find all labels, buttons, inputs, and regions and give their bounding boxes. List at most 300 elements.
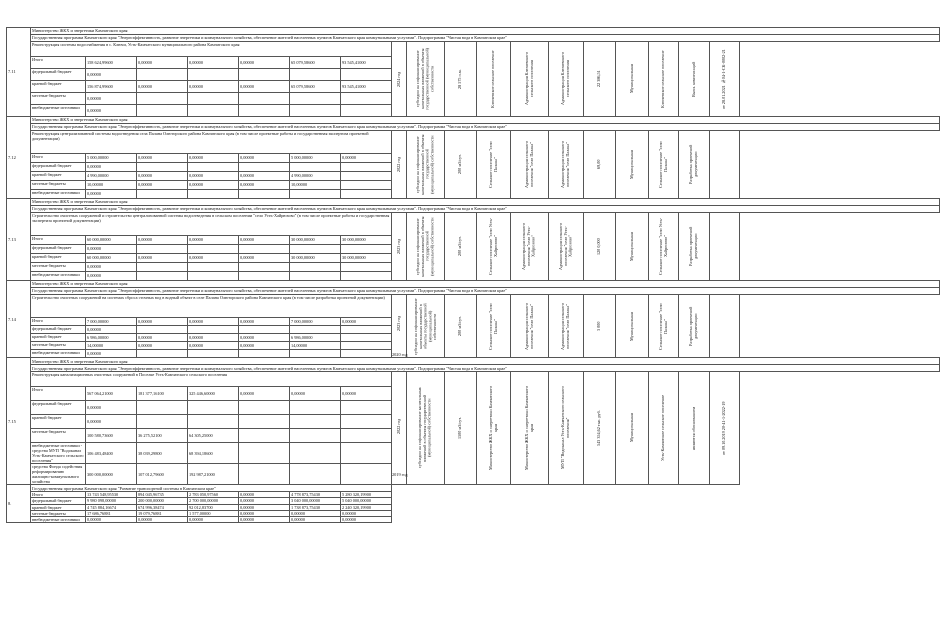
financing-value: 0,00000: [137, 517, 188, 523]
financing-value: [188, 263, 239, 272]
project-customer-text: Администрация сельского поселения "село Палана": [523, 302, 534, 350]
project-holder: [649, 131, 679, 199]
project-date: [710, 295, 740, 358]
financing-value: 65 079,58600: [290, 81, 341, 93]
project-ownership: [616, 295, 649, 358]
financing-value: [290, 69, 341, 81]
financing-value: [290, 326, 341, 334]
financing-value: [239, 326, 290, 334]
financing-value: [188, 163, 239, 172]
investment-program-document: [6, 27, 900, 523]
financing-value: 10,00000: [86, 181, 137, 190]
financing-value: 17 686,76881: [86, 510, 137, 516]
project-program-row: [7, 206, 940, 213]
project-year2: 2019 год: [392, 471, 408, 477]
project-municipality-text: Сельское поселение "село Усть-Хайрюзово": [487, 217, 498, 276]
financing-source-label: краевой бюджет: [31, 254, 86, 263]
financing-value: [137, 93, 188, 105]
ministry-name: Министерство ЖКХ и энергетики Камчатского края: [31, 281, 940, 288]
program-name: Государственная программа Камчатского края "Энергоэффективность, развитие энергетики и коммунального хозяйства, обеспечение жителей населенных пунктов Камчатского края коммунальными услугами". Подпрограмма "Чистая вода в Камчатском крае": [31, 365, 940, 372]
financing-source-label: местные бюджеты: [31, 342, 86, 350]
project-customer-text: Администрация сельского поселения "село Палана": [523, 141, 534, 188]
financing-value: 4 778 873,75430: [290, 492, 341, 498]
financing-value: [290, 350, 341, 358]
project-cost-text: 22 386,51: [596, 70, 602, 88]
financing-source-label: Итого: [31, 387, 86, 401]
project-municipality-text: Ключевское сельское поселение: [490, 50, 496, 108]
financing-value: 9 980 098,00000: [86, 498, 137, 504]
project-holder-text: Сельское поселение "село Палана": [657, 302, 668, 350]
financing-value: 0,00000: [239, 387, 290, 401]
project-holder: [649, 295, 679, 358]
financing-value: 0,00000: [239, 172, 290, 181]
financing-value: 5 280 320,19900: [341, 492, 392, 498]
financing-value: 64 305,25000: [188, 429, 239, 443]
project-builder-text: Администрация сельского поселения "село Палана": [560, 302, 570, 350]
financing-value: 0,00000: [86, 401, 137, 415]
financing-value: 0,00000: [137, 254, 188, 263]
financing-value: 0,00000: [86, 415, 137, 429]
project-year2: 2020 год: [392, 352, 408, 357]
financing-value: 36 275,52100: [137, 429, 188, 443]
financing-value: 0,00000: [239, 504, 290, 510]
financing-value: [188, 190, 239, 199]
financing-value: 13 743 548,95530: [86, 492, 137, 498]
financing-value: 93 545,41000: [341, 81, 392, 93]
financing-value: 60 000,00000: [86, 254, 137, 263]
financing-value: [290, 190, 341, 199]
project-date: [710, 372, 740, 485]
ministry-name: Министерство ЖКХ и энергетики Камчатского края: [31, 358, 940, 365]
financing-value: [290, 415, 341, 429]
project-holder: [649, 213, 679, 281]
financing-value: 158 624,99600: [86, 57, 137, 69]
financing-value: 93 545,41000: [341, 57, 392, 69]
financing-value: 674 996,38474: [137, 504, 188, 510]
financing-value: 0,00000: [188, 254, 239, 263]
financing-value: 1 577,00000: [188, 510, 239, 516]
project-builder: [549, 295, 584, 358]
financing-value: [137, 401, 188, 415]
financing-value: 0,00000: [86, 272, 137, 281]
financing-source-label: Итого: [31, 57, 86, 69]
financing-value: 0,00000: [239, 81, 290, 93]
project-customer-text: Министерство ЖКХ и энергетики Камчатского края: [523, 386, 534, 471]
financing-value: [341, 93, 392, 105]
financing-value: [341, 245, 392, 254]
financing-value: [188, 415, 239, 429]
project-capacity-text: 200 м3/сут.: [457, 316, 463, 336]
financing-value: [239, 105, 290, 117]
project-ministry-row: [7, 281, 940, 288]
financing-value: 0,00000: [188, 517, 239, 523]
financing-value: 0,00000: [239, 236, 290, 245]
financing-source-label: средства Фонда содействия реформированию жилищно-коммунального хозяйства: [31, 464, 86, 485]
project-goal-text: субсидии на софинансирование капитальных вложений в объекты государственной (муниципальной) собственности: [412, 297, 437, 355]
project-capacity-text: 200 м3/сут.: [457, 154, 463, 175]
program-name: Государственная программа Камчатского края "Энергоэффективность, развитие энергетики и коммунального хозяйства, обеспечение жителей населенных пунктов Камчатского края коммунальными услугами". Подпрограмма "Чистая вода в Камчатском крае": [31, 124, 940, 131]
project-year: [392, 295, 407, 358]
financing-value: [239, 429, 290, 443]
project-customer: [511, 42, 549, 117]
financing-value: [137, 69, 188, 81]
financing-value: [239, 350, 290, 358]
project-year-text: 2022 год: [395, 418, 401, 434]
financing-source-label: внебюджетные источники: [31, 517, 86, 523]
financing-value: 0,00000: [86, 245, 137, 254]
financing-value: [188, 245, 239, 254]
project-ministry-row: [7, 117, 940, 124]
financing-value: 0,00000: [239, 334, 290, 342]
financing-value: [188, 326, 239, 334]
financing-value: [137, 263, 188, 272]
financing-value: 14,00000: [290, 342, 341, 350]
financing-value: [341, 443, 392, 464]
financing-value: [188, 105, 239, 117]
financing-value: 0,00000: [137, 236, 188, 245]
financing-source-label: федеральный бюджет: [31, 245, 86, 254]
financing-value: 0,00000: [188, 172, 239, 181]
ministry-name: Министерство ЖКХ и энергетики Камчатского края: [31, 199, 940, 206]
project-ownership-text: Муниципальная: [628, 232, 634, 261]
financing-value: 0,00000: [188, 236, 239, 245]
financing-value: [188, 69, 239, 81]
project-capacity-text: 1500 м3/сут.: [457, 417, 463, 440]
financing-value: [341, 181, 392, 190]
financing-value: 0,00000: [86, 263, 137, 272]
financing-value: [341, 415, 392, 429]
ministry-name: Министерство ЖКХ и энергетики Камчатского края: [31, 28, 940, 35]
financing-value: 0,00000: [188, 318, 239, 326]
project-goal: [407, 213, 445, 281]
project-goal: [407, 42, 445, 117]
project-capacity: [445, 42, 477, 117]
financing-value: 0,00000: [137, 181, 188, 190]
financing-source-label: местные бюджеты: [31, 429, 86, 443]
project-number: 7.12: [7, 117, 31, 199]
financing-source-label: краевой бюджет: [31, 81, 86, 93]
project-customer-text: Администрация сельского поселения "село Усть-Хайрюзово": [521, 223, 536, 270]
financing-value: [239, 443, 290, 464]
financing-source-label: местные бюджеты: [31, 181, 86, 190]
project-date: [710, 42, 740, 117]
project-ownership-text: Муниципальная: [628, 311, 634, 341]
project-description-row: [7, 213, 940, 236]
financing-source-label: федеральный бюджет: [31, 401, 86, 415]
project-ministry-row: [7, 358, 940, 365]
financing-value: 0,00000: [290, 510, 341, 516]
financing-value: 100 580,73600: [86, 429, 137, 443]
project-capacity: [445, 213, 477, 281]
financing-value: [188, 272, 239, 281]
financing-value: 14,00000: [86, 342, 137, 350]
project-cost: [584, 213, 616, 281]
project-number: 7.14: [7, 281, 31, 358]
financing-value: [341, 172, 392, 181]
financing-value: 10,00000: [290, 181, 341, 190]
project-description: Строительство очистных сооружений и строительство централизованной системы водоотведения в сельском поселении "село Усть-Хайрюзово" (в том числе проектные работы и государственная экспертиза проектной документации): [31, 213, 392, 236]
financing-value: 0,00000: [137, 81, 188, 93]
financing-value: [341, 429, 392, 443]
project-year: [392, 372, 407, 485]
project-cost: [584, 42, 616, 117]
project-holder-text: Сельское поселение "село Усть-Хайрюзово": [657, 217, 668, 276]
financing-source-label: Итого: [31, 492, 86, 498]
financing-value: [137, 350, 188, 358]
program-name: Государственная программа Камчатского края "Энергоэффективность, развитие энергетики и коммунального хозяйства, обеспечение жителей населенных пунктов Камчатского края коммунальными услугами". Подпрограмма "Чистая вода в Камчатском крае": [31, 288, 940, 295]
financing-value: 2 783 050,97560: [188, 492, 239, 498]
financing-value: 0,00000: [341, 510, 392, 516]
financing-source-label: федеральный бюджет: [31, 163, 86, 172]
project-holder: [649, 372, 679, 485]
financing-value: 0,00000: [239, 154, 290, 163]
project-municipality: [477, 372, 511, 485]
financing-value: [188, 350, 239, 358]
project-goal-text: субсидии на софинансирование капитальных вложений в объекты государственной (муниципальной) собственности: [417, 387, 432, 469]
project-grounds: [679, 42, 710, 117]
financing-value: 300 000,00000: [86, 464, 137, 485]
program-name: Государственная программа Камчатского края "Энергоэффективность, развитие энергетики и коммунального хозяйства, обеспечение жителей населенных пунктов Камчатского края коммунальными услугами". Подпрограмма "Чистая вода в Камчатском крае": [31, 35, 940, 42]
project-ownership: [616, 213, 649, 281]
financing-value: [290, 464, 341, 485]
financing-value: [137, 415, 188, 429]
financing-value: [239, 245, 290, 254]
project-cost-text: 543 354,62 тыс. руб.: [596, 410, 602, 447]
project-grounds-text: Разработка проектной документации: [688, 306, 698, 346]
project-goal: [407, 131, 445, 199]
financing-value: 4 990,00000: [86, 172, 137, 181]
financing-value: 0,00000: [137, 334, 188, 342]
financing-value: 0,00000: [239, 510, 290, 516]
financing-source-label: местные бюджеты: [31, 510, 86, 516]
project-grounds: [679, 295, 710, 358]
project-ministry-row: [7, 28, 940, 35]
project-builder: [549, 372, 584, 485]
project-customer: [511, 295, 549, 358]
financing-value: [341, 163, 392, 172]
financing-source-label: местные бюджеты: [31, 263, 86, 272]
financing-value: 4 990,00000: [290, 172, 341, 181]
financing-source-label: Итого: [31, 236, 86, 245]
project-customer-text: Администрация Ключевского сельского поселения: [523, 52, 534, 106]
financing-value: 2 700 000,00000: [188, 498, 239, 504]
financing-value: 0,00000: [341, 154, 392, 163]
financing-value: [290, 105, 341, 117]
financing-value: 3 040 000,00000: [290, 498, 341, 504]
project-date: [710, 213, 740, 281]
financing-value: [290, 245, 341, 254]
project-year: [392, 213, 407, 281]
project-builder-text: Администрация сельского поселения "село Палана": [560, 141, 570, 188]
financing-value: 0,00000: [137, 318, 188, 326]
financing-value: 0,00000: [188, 154, 239, 163]
financing-value: 0,00000: [341, 517, 392, 523]
project-grounds: [679, 213, 710, 281]
project-holder-text: Сельское поселение "село Палана": [657, 141, 668, 188]
financing-value: 6 986,00000: [86, 334, 137, 342]
project-goal-text: субсидии на софинансирование капитальных вложений в объекты государственной (муниципальной) собственности: [414, 47, 435, 111]
project-capacity: [445, 372, 477, 485]
financing-value: [239, 272, 290, 281]
financing-value: [341, 69, 392, 81]
financing-value: 106 483,48400: [86, 443, 137, 464]
project-description-row: [7, 295, 940, 318]
project-grounds-text: Разработка проектной документации: [688, 226, 698, 267]
project-grounds-text: Выпл. компенсаций: [690, 61, 696, 97]
financing-value: 0,00000: [188, 81, 239, 93]
financing-value: 6 986,00000: [290, 334, 341, 342]
financing-source-label: федеральный бюджет: [31, 498, 86, 504]
financing-value: [239, 464, 290, 485]
project-capacity-text: 28 575 п.м.: [457, 69, 463, 89]
project-description: Строительство очистных сооружений на системах сброса сточных вод в водный объект в селе Палана Олюторского района Камчатского края (в том числе разработка проектной документации): [31, 295, 392, 318]
financing-source-label: внебюджетные источники: [31, 190, 86, 199]
financing-value: 0,00000: [239, 498, 290, 504]
project-description-row: [7, 131, 940, 154]
project-holder-text: Ключевское сельское поселение: [660, 50, 666, 108]
financing-value: 0,00000: [239, 342, 290, 350]
financing-value: 0,00000: [239, 181, 290, 190]
financing-value: [239, 93, 290, 105]
financing-value: 894 045,96735: [137, 492, 188, 498]
project-municipality: [477, 42, 511, 117]
financing-source-label: федеральный бюджет: [31, 69, 86, 81]
financing-value: 7 000,00000: [290, 318, 341, 326]
financing-value: 192 987,21000: [188, 464, 239, 485]
project-description-row: [7, 372, 940, 387]
project-program-row: [7, 365, 940, 372]
financing-source-label: Итого: [31, 318, 86, 326]
project-ownership: [616, 131, 649, 199]
project-builder: [549, 131, 584, 199]
project-capacity: [445, 131, 477, 199]
financing-value: [239, 263, 290, 272]
financing-value: 68 394,18600: [188, 443, 239, 464]
project-description: Реконструкция канализационных очистных сооружений в Поселке Усть-Камчатского сельского поселения: [31, 372, 392, 387]
financing-value: 5 000,00000: [86, 154, 137, 163]
financing-value: 0,00000: [86, 190, 137, 199]
project-municipality-text: Сельское поселение "село Палана": [487, 302, 498, 350]
financing-value: [341, 464, 392, 485]
project-grounds: [679, 131, 710, 199]
financing-source-label: краевой бюджет: [31, 415, 86, 429]
program8-title: Государственная программа Камчатского края "Развитие транспортной системы в Камчатском крае": [31, 485, 392, 492]
project-ownership: [616, 42, 649, 117]
financing-value: 0,00000: [86, 326, 137, 334]
project-grounds-text: являются обоснованием: [690, 406, 696, 450]
financing-source-label: внебюджетные источники: [31, 350, 86, 358]
financing-value: 0,00000: [341, 318, 392, 326]
financing-value: 7 000,00000: [86, 318, 137, 326]
financing-source-label: федеральный бюджет: [31, 326, 86, 334]
financing-value: 0,00000: [86, 517, 137, 523]
financing-value: 0,00000: [137, 57, 188, 69]
financing-value: 65 079,58600: [290, 57, 341, 69]
financing-value: [137, 272, 188, 281]
project-goal: [407, 372, 445, 485]
project-builder-text: Администрация сельского поселения "село Усть-Хайрюзово": [557, 223, 573, 270]
program-name: Государственная программа Камчатского края "Энергоэффективность, развитие энергетики и коммунального хозяйства, обеспечение жителей населенных пунктов Камчатского края коммунальными услугами". Подпрограмма "Чистая вода в Камчатском крае": [31, 206, 940, 213]
financing-value: 1 738 873,75430: [290, 504, 341, 510]
project-municipality-text: Сельское поселение "село Палана": [487, 141, 498, 188]
financing-value: [239, 163, 290, 172]
financing-value: 0,00000: [239, 492, 290, 498]
program8-title-row: [7, 485, 940, 492]
financing-value: 0,00000: [137, 154, 188, 163]
financing-value: 5 000,00000: [290, 154, 341, 163]
project-capacity: [445, 295, 477, 358]
financing-value: [290, 93, 341, 105]
financing-value: [239, 69, 290, 81]
financing-value: 0,00000: [239, 318, 290, 326]
project-year-text: 2024 год: [395, 71, 401, 87]
project-builder: [549, 42, 584, 117]
financing-value: 30 000,00000: [341, 254, 392, 263]
project-ownership-text: Муниципальная: [628, 150, 634, 179]
financing-value: [341, 105, 392, 117]
financing-value: 60 000,00000: [86, 236, 137, 245]
project-year: [392, 42, 407, 117]
project-year-text: 2023 год: [395, 315, 401, 332]
financing-value: 567 064,21000: [86, 387, 137, 401]
financing-value: 0,00000: [86, 350, 137, 358]
project-cost: [584, 295, 616, 358]
financing-value: [341, 334, 392, 342]
financing-value: 0,00000: [86, 93, 137, 105]
financing-value: 0,00000: [341, 387, 392, 401]
project-grounds-text: Разработка проектной документации: [688, 144, 698, 185]
financing-value: [137, 190, 188, 199]
financing-value: 5 040 000,00000: [341, 498, 392, 504]
financing-value: [137, 326, 188, 334]
financing-value: [290, 272, 341, 281]
project-capacity-text: 200 м3/сут.: [457, 236, 463, 257]
financing-source-label: Итого: [31, 154, 86, 163]
financing-value: [239, 415, 290, 429]
project-number: 7.15: [7, 358, 31, 485]
financing-value: [341, 326, 392, 334]
project-program-row: [7, 35, 940, 42]
financing-value: [290, 429, 341, 443]
financing-value: 0,00000: [188, 57, 239, 69]
financing-value: 4 745 884,16674: [86, 504, 137, 510]
financing-value: [290, 263, 341, 272]
financing-value: [341, 401, 392, 415]
financing-source-label: краевой бюджет: [31, 172, 86, 181]
financing-value: 0,00000: [137, 342, 188, 350]
financing-value: 30 000,00000: [290, 254, 341, 263]
financing-value: [137, 163, 188, 172]
empty-area: [392, 485, 940, 523]
project-ownership-text: Муниципальная: [628, 413, 634, 443]
financing-value: 0,00000: [239, 517, 290, 523]
project-cost: [584, 131, 616, 199]
financing-value: [290, 401, 341, 415]
project-municipality: [477, 213, 511, 281]
project-builder: [549, 213, 584, 281]
project-ministry-row: [7, 199, 940, 206]
project-goal: [407, 295, 445, 358]
financing-value: 0,00000: [86, 105, 137, 117]
financing-value: 156 874,99600: [86, 81, 137, 93]
project-ownership: [616, 372, 649, 485]
project-cost: [584, 372, 616, 485]
financing-value: [341, 272, 392, 281]
financing-value: 0,00000: [188, 334, 239, 342]
financing-value: 0,00000: [86, 163, 137, 172]
financing-value: 0,00000: [239, 254, 290, 263]
project-cost-text: 69,00: [596, 159, 602, 170]
